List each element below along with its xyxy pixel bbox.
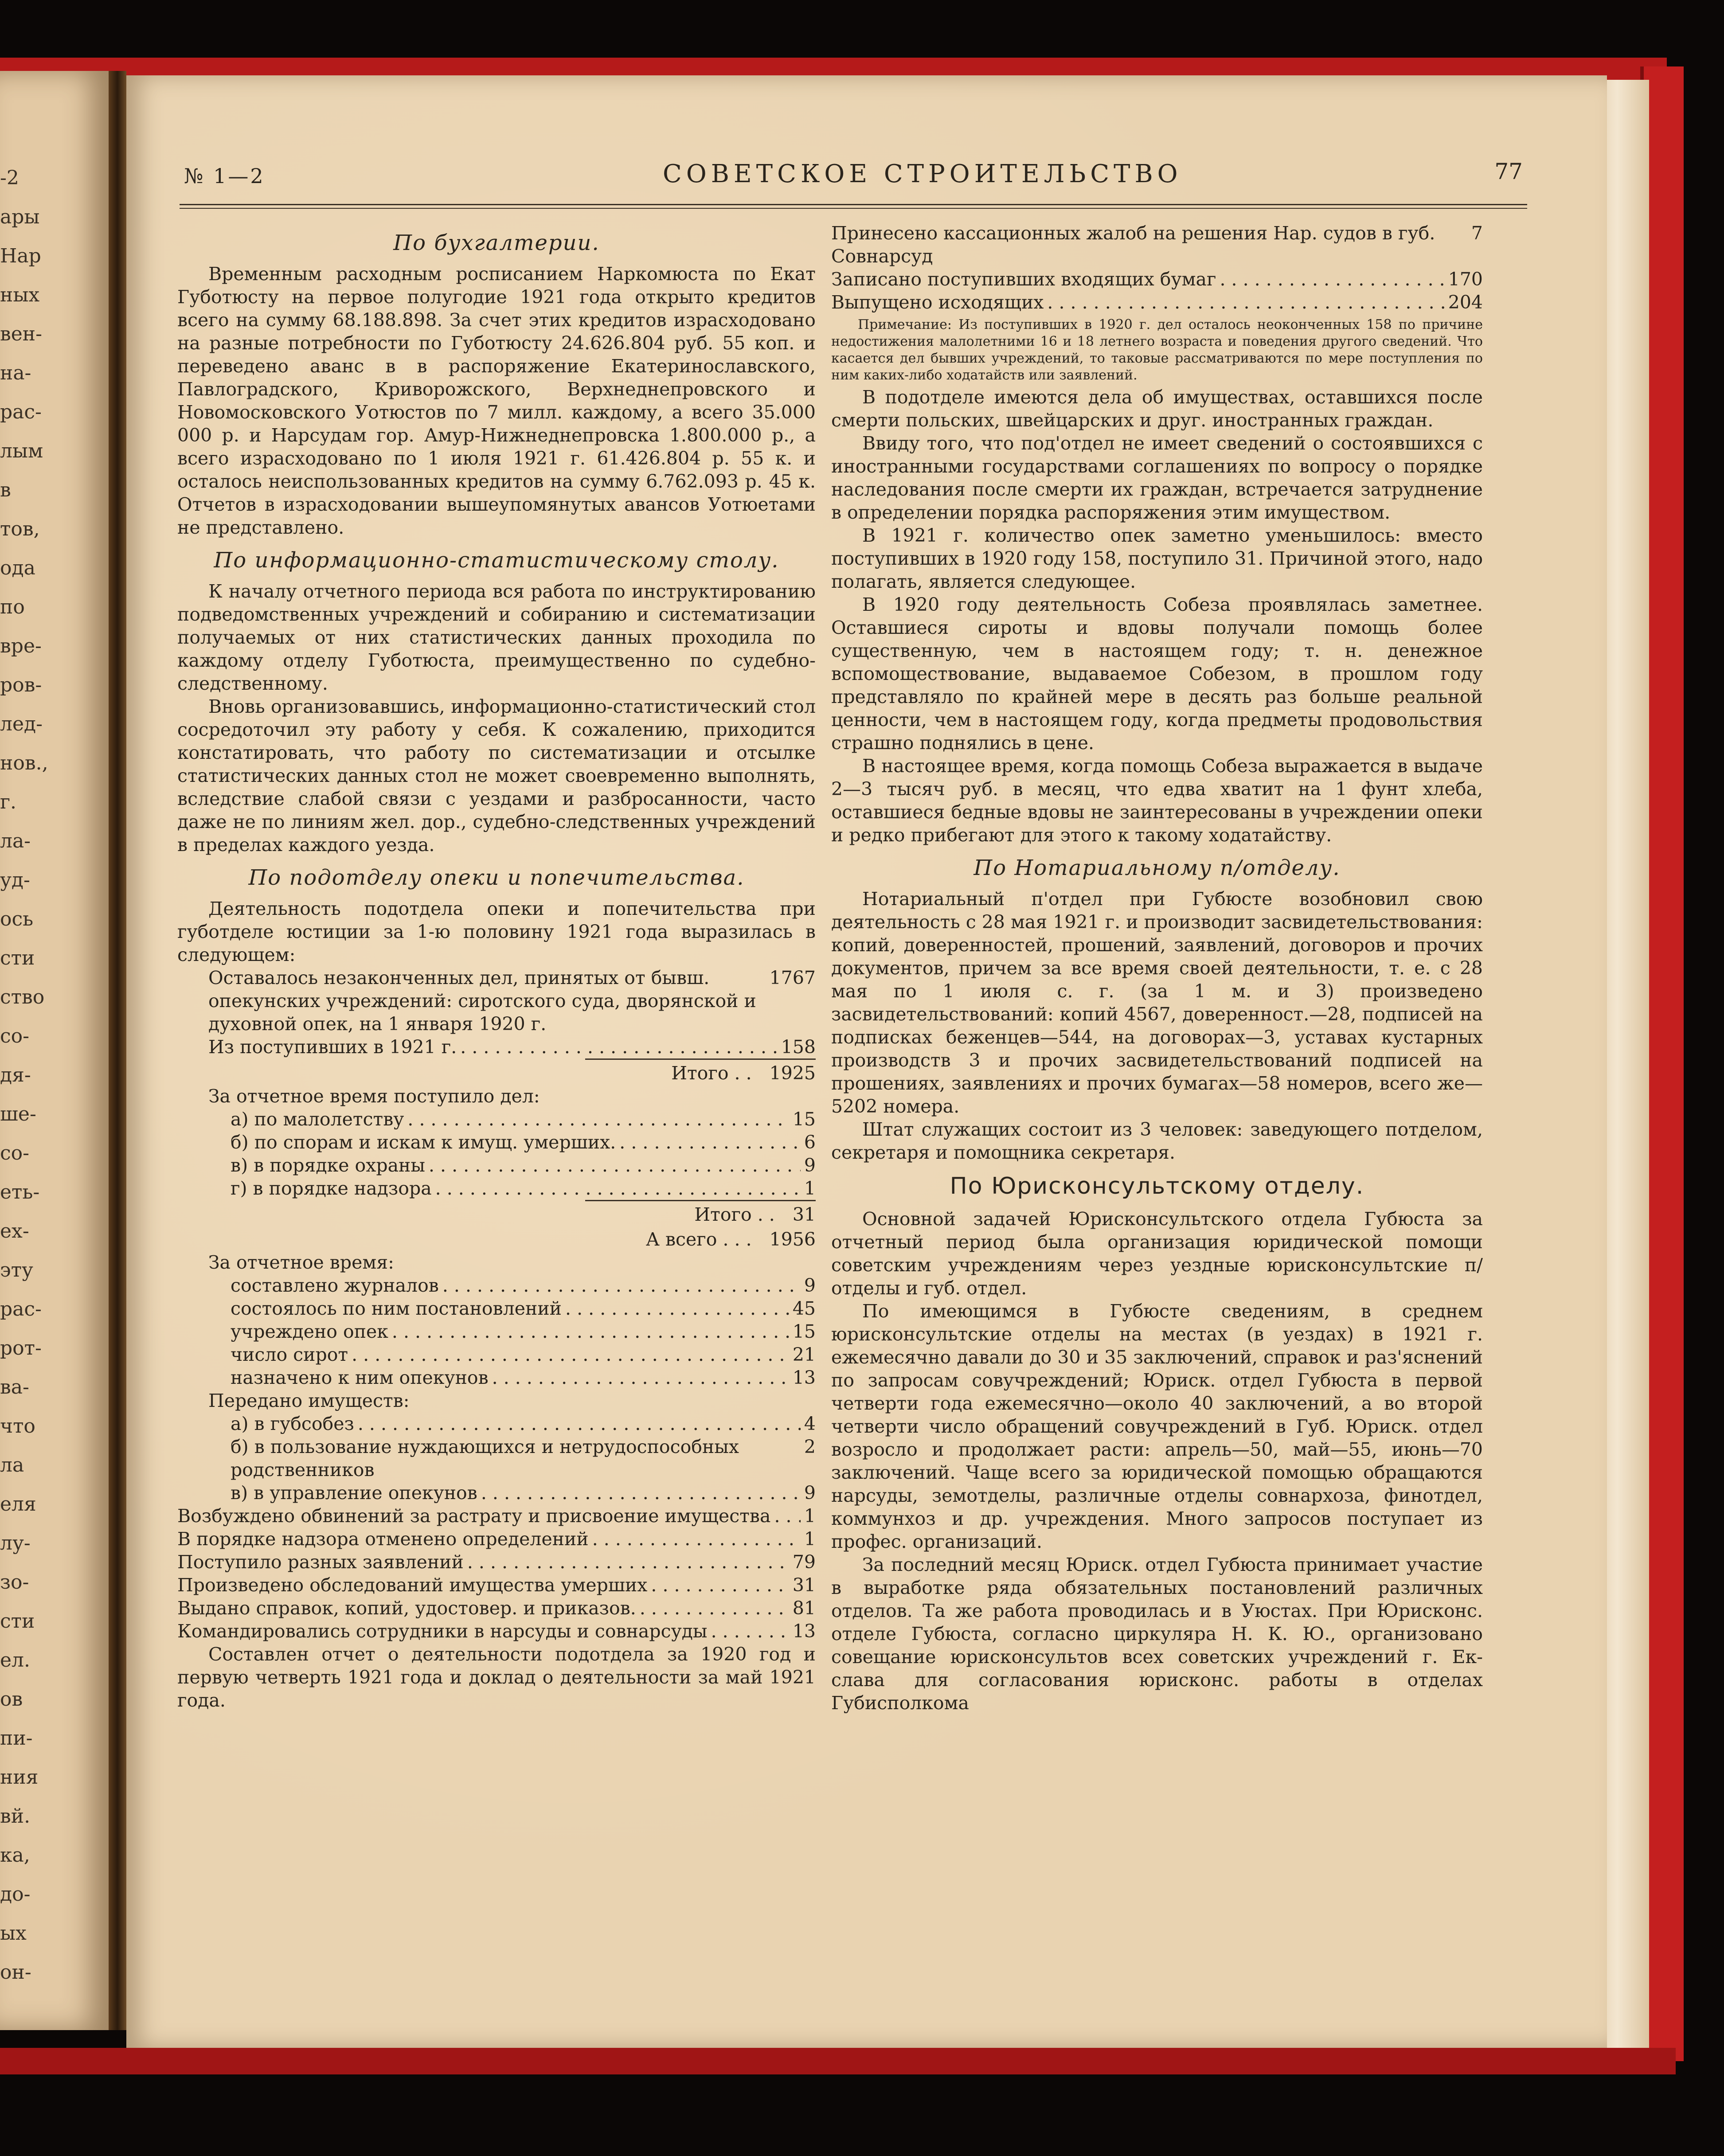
facing-page-text: он- xyxy=(0,1961,31,1984)
stat-value: 21 xyxy=(792,1344,816,1365)
total-label: А всего . . . xyxy=(645,1229,752,1250)
stat-row xyxy=(177,1154,816,1177)
facing-page-text: со- xyxy=(0,1025,29,1047)
stat-label: состоялось по ним постановлений xyxy=(231,1298,562,1319)
book-gutter xyxy=(109,71,126,2030)
stat-value: 15 xyxy=(792,1109,816,1130)
list-heading: Передано имуществ: xyxy=(208,1390,410,1411)
stat-value: 13 xyxy=(792,1621,816,1642)
section-heading: По Юрисконсультскому отделу. xyxy=(950,1173,1364,1199)
left-column xyxy=(177,222,816,1712)
stat-row xyxy=(177,1481,816,1504)
stat-label: Произведено обследований имущества умерших xyxy=(177,1574,648,1596)
facing-page-text: до- xyxy=(0,1883,31,1906)
facing-page-text: вен- xyxy=(0,323,43,345)
subtotal-row xyxy=(585,1058,816,1085)
right-column xyxy=(831,222,1483,1715)
stat-value: 1 xyxy=(804,1528,816,1550)
paragraph: Составлен отчет о деятельности подотдела за 1920 год и первую четверть 1921 года и доклад о деятельности за май 1921 года. xyxy=(177,1644,816,1711)
section-heading: По информационно-статистическому столу. xyxy=(214,548,779,573)
paragraph: Штат служащих состоит из 3 человек: заведующего потделом, секретаря и помощника секретаря. xyxy=(831,1119,1483,1163)
paragraph: По имеющимся в Губюсте сведениям, в среднем юрисконсультские отделы на местах (в уездах) в 1921 г. ежемесячно давали до 30 и 35 заключений, справок и раз'яснений по запросам совучреждений; Юриск. отдел Губюста в первой четверти года ежемесячно—около 40 заключений, а во второй четверти число обращений совучреждений в Губ. Юриск. отдел возросло и продолжает расти: апрель—50, май—55, июнь—70 заключений. Чаще всего за юридической помощью обращаются нарсуды, земотделы, различные отделы совнархоза, финотдел, коммунхоз и др. учреждения. Много запросов поступает из профес. организаций. xyxy=(831,1301,1483,1552)
facing-page-text: вй. xyxy=(0,1805,31,1828)
property-list xyxy=(177,1412,816,1504)
stat-label: Возбуждено обвинений за растрату и присвоение имущества xyxy=(177,1505,771,1527)
stat-value: 2 xyxy=(804,1436,816,1457)
facing-page-text: тов, xyxy=(0,518,40,540)
stat-row xyxy=(177,1108,816,1131)
stat-value: 204 xyxy=(1448,292,1483,313)
stat-label: б) по спорам и искам к имущ. умерших. xyxy=(231,1132,616,1153)
stat-row xyxy=(177,1177,816,1200)
facing-page-text: Нар xyxy=(0,245,41,267)
stat-value: 9 xyxy=(804,1155,816,1176)
facing-page-text: уд- xyxy=(0,869,30,891)
facing-page-text: пи- xyxy=(0,1727,33,1750)
stat-label: В порядке надзора отменено определений xyxy=(177,1528,589,1550)
stat-row xyxy=(177,1435,816,1481)
stat-value: 1 xyxy=(804,1505,816,1527)
issue-number: № 1—2 xyxy=(184,164,265,188)
stat-label: Поступило разных заявлений xyxy=(177,1551,464,1573)
stats-list xyxy=(831,222,1483,314)
paragraph: Нотариальный п'отдел при Губюсте возобновил свою деятельность с 28 мая 1921 г. и производит засвидетельствования: копий, доверенностей, прошений, заявлений, договоров и прочих документов, причем за все время своей деятельности, т. е. с 28 мая по 1 июля с. г. (за 1 м. и 3) произведено засвидетельствований: копий 4567, доверенност.—28, подписей на подписках беженцев—544, на договорах—3, уставах кустарных производств 3 и прочих засвидетельствований подписей на прошениях, заявлениях и прочих бумагах—58 номеров, всего же—5202 номера. xyxy=(831,888,1483,1117)
book-cover-bottom-edge xyxy=(0,2048,1676,2074)
section-heading: По бухгалтерии. xyxy=(393,230,600,255)
stat-row xyxy=(177,1366,816,1389)
stat-label: число сирот xyxy=(231,1344,348,1365)
paragraph: Деятельность подотдела опеки и попечительства при губотделе юстиции за 1-ю половину 1921 года выразилась в следующем: xyxy=(177,898,816,965)
stat-row xyxy=(177,1412,816,1435)
facing-page-text: лу- xyxy=(0,1532,31,1555)
stat-value: 79 xyxy=(792,1551,816,1573)
facing-page-text: ва- xyxy=(0,1376,29,1398)
stat-row xyxy=(177,1131,816,1154)
subtotal-label: Итого . . xyxy=(694,1204,775,1225)
subtotal-label: Итого . . xyxy=(671,1062,752,1084)
section-heading: По подотделу опеки и попечительства. xyxy=(248,865,745,890)
page-number: 77 xyxy=(1494,159,1523,184)
facing-page-text: нов., xyxy=(0,752,48,774)
stat-label: Записано поступивших входящих бумаг xyxy=(831,269,1216,290)
stat-row xyxy=(177,1574,816,1597)
paragraph: Вновь организовавшись, информационно-статистический стол сосредоточил эту работу у себя. К сожалению, приходится констатировать, что работу по систематизации и отсылке статистических данных стол не может своевременно выполнять, вследствие слабой связи с уездами и разбросанности, часто даже не по линиям жел. дор., судебно-следственных учреждений в пределах каждого уезда. xyxy=(177,696,816,855)
facing-page-text: лед- xyxy=(0,713,43,735)
facing-page-text: со- xyxy=(0,1142,29,1164)
facing-page-text: рот- xyxy=(0,1337,42,1359)
facing-page-text: ых xyxy=(0,1922,27,1945)
list-heading: За отчетное время поступило дел: xyxy=(208,1086,540,1107)
facing-page-text: ных xyxy=(0,284,40,306)
facing-page-text: ех- xyxy=(0,1220,29,1242)
stat-value: 4 xyxy=(804,1413,816,1434)
stat-value: 170 xyxy=(1448,269,1483,290)
stat-label: Принесено кассационных жалоб на решения Нар. судов в губ. Совнарсуд xyxy=(831,223,1435,267)
cases-list xyxy=(177,1108,816,1200)
stat-row xyxy=(177,1620,816,1643)
paragraph: В подотделе имеются дела об имуществах, оставшихся после смерти польских, швейцарских и друг. иностранных граждан. xyxy=(831,387,1483,431)
facing-page-text: на- xyxy=(0,362,31,384)
facing-page-text: ось xyxy=(0,908,34,930)
stat-row xyxy=(177,966,816,1035)
facing-page-text: ла xyxy=(0,1454,24,1476)
facing-page-text: ода xyxy=(0,557,35,579)
facing-page-text: ла- xyxy=(0,830,31,852)
facing-page-text: дя- xyxy=(0,1064,31,1086)
stat-label: в) в порядке охраны xyxy=(231,1155,425,1176)
section-heading: По Нотариальному п/отделу. xyxy=(973,855,1341,880)
list-heading: За отчетное время: xyxy=(208,1252,394,1273)
stat-row xyxy=(177,1551,816,1574)
stat-label: в) в управление опекунов xyxy=(231,1482,477,1504)
facing-page-text: ров- xyxy=(0,674,42,696)
facing-page-text: сти xyxy=(0,947,35,969)
stat-value: 31 xyxy=(792,1574,816,1596)
stat-row xyxy=(177,1297,816,1320)
paragraph: Ввиду того, что под'отдел не имеет сведений о состоявшихся с иностранными государствами соглашениях по вопросу о порядке наследования после смерти их граждан, встречается затруднение в определении порядка распоряжения этим имуществом. xyxy=(831,433,1483,523)
stat-value: 15 xyxy=(792,1321,816,1342)
paragraph: Временным расходным росписанием Наркомюста по Екат Губотюсту на первое полугодие 1921 года открыто кредитов всего на сумму 68.188.898. За счет этих кредитов израсходовано на разные потребности по Губотюсту 24.626.804 руб. 55 коп. и переведено аванс в в распоряжение Екатеринославского, Павлоградского, Криворожского, Верхнеднепровского и Новомосковского Уотюстов по 7 милл. каждому, а всего 35.000 000 р. и Нарсудам гор. Амур-Нижнеднепровска 1.800.000 р., а всего израсходовано по 1 июля 1921 г. 61.426.804 р. 55 к. и осталось неиспользованных кредитов на сумму 6.762.093 р. 45 к. Отчетов в израсходовании вышеупомянутых авансов Уотюетами не представлено. xyxy=(177,263,816,538)
stat-row xyxy=(177,1035,816,1058)
stat-row xyxy=(831,222,1483,268)
paragraph: В 1921 г. количество опек заметно уменьшилось: вместо поступивших в 1920 году 158, поступило 31. Причиной этого, надо полагать, является следующее. xyxy=(831,525,1483,592)
stat-label: составлено журналов xyxy=(231,1275,439,1296)
stat-row xyxy=(177,1597,816,1620)
facing-page-text: ка, xyxy=(0,1844,30,1867)
facing-page-text: -2 xyxy=(0,167,19,189)
stat-value: 158 xyxy=(781,1036,816,1058)
header-rule xyxy=(180,204,1527,209)
facing-page-text: еля xyxy=(0,1493,36,1515)
facing-page-text: что xyxy=(0,1415,35,1437)
stat-label: Выдано справок, копий, удостовер. и приказов. xyxy=(177,1597,636,1619)
stat-value: 9 xyxy=(804,1482,816,1504)
stat-value: 45 xyxy=(792,1298,816,1319)
paragraph: За последний месяц Юриск. отдел Губюста принимает участие в выработке ряда обязательных постановлений различных отделов. Та же работа проводилась и в Уюстах. При Юрисконс. отделе Губюста, согласно циркуляра Н. К. Ю., организовано совещание юрисконсультов всех советских учреждений г. Ек-слава для согласования юрисконс. работы в отделах Губисполкома xyxy=(831,1554,1483,1714)
stat-row xyxy=(177,1527,816,1551)
stat-label: а) в губсобез xyxy=(231,1413,354,1434)
stat-label: а) по малолетству xyxy=(231,1109,404,1130)
facing-page-text: рас- xyxy=(0,1298,42,1320)
stat-label: учреждено опек xyxy=(231,1321,388,1342)
facing-page-text: лым xyxy=(0,440,43,462)
stat-row xyxy=(831,291,1483,314)
facing-page-text: в xyxy=(0,479,11,501)
journal-page xyxy=(126,75,1607,2048)
paragraph: В настоящее время, когда помощь Собеза выражается в выдаче 2—3 тысяч руб. в месяц, что едва хватит на 1 фунт хлеба, оставшиеся бедные вдовы не заинтересованы в учреждении опеки и редко прибегают для этого к такому ходатайству. xyxy=(831,755,1483,846)
total-row xyxy=(585,1226,816,1251)
stat-label: Оставалось незаконченных дел, принятых от бывш. опекунских учреждений: сиротского суда, дворянской и духовной опек, на 1 января 1920 г. xyxy=(208,967,756,1035)
stat-label: г) в порядке надзора xyxy=(231,1178,432,1199)
subtotal-value: 31 xyxy=(792,1204,816,1225)
stat-row xyxy=(177,1504,816,1527)
stats-list xyxy=(177,1274,816,1389)
stat-row xyxy=(177,1343,816,1366)
stat-row xyxy=(177,1274,816,1297)
stat-value: 81 xyxy=(792,1597,816,1619)
footnote: Примечание: Из поступивших в 1920 г. дел осталось неоконченных 158 по причине недостижения малолетними 16 и 18 летнего возраста и поведения другого сведений. Что касается дел бывших учреждений, то таковые рассматриваются по мере поступления по ним каких-либо ходатайств или заявлений. xyxy=(831,317,1483,383)
stat-row xyxy=(831,268,1483,291)
facing-page-text: зо- xyxy=(0,1571,29,1594)
facing-page-text: эту xyxy=(0,1259,33,1281)
facing-page-text: ел. xyxy=(0,1649,30,1672)
subtotal-row xyxy=(585,1200,816,1226)
paragraph: К началу отчетного периода вся работа по инструктированию подведомственных учреждений и собиранию и систематизации получаемых от них статистических данных проходила по каждому отделу Губотюста, преимущественно по судебно-следственному. xyxy=(177,581,816,694)
facing-page-text: рас- xyxy=(0,401,42,423)
facing-page-text: ше- xyxy=(0,1103,36,1125)
running-header xyxy=(184,159,1523,199)
subtotal-value: 1925 xyxy=(769,1062,816,1084)
facing-page-text: г. xyxy=(0,791,17,813)
stat-value: 1 xyxy=(804,1178,816,1199)
facing-page-text: ары xyxy=(0,206,40,228)
facing-page-text: сти xyxy=(0,1610,35,1633)
stat-value: 6 xyxy=(804,1132,816,1153)
stat-value: 9 xyxy=(804,1275,816,1296)
facing-page-fragment xyxy=(0,71,109,2030)
stat-label: Выпущено исходящих xyxy=(831,292,1044,313)
facing-page-text: ния xyxy=(0,1766,39,1789)
stat-row xyxy=(177,1320,816,1343)
stat-value: 1767 xyxy=(769,967,816,988)
stat-value: 13 xyxy=(792,1367,816,1388)
stat-label: Из поступивших в 1921 г. xyxy=(208,1036,457,1058)
facing-page-text: ов xyxy=(0,1688,23,1711)
paragraph: Основной задачей Юрисконсультского отдела Губюста за отчетный период была организация юридической помощи советским учреждениям через уездные юрисконсультские п/отделы и губ. отдел. xyxy=(831,1208,1483,1299)
stat-value: 7 xyxy=(1471,223,1483,244)
facing-page-text: вре- xyxy=(0,635,42,657)
stat-label: б) в пользование нуждающихся и нетрудоспособных родственников xyxy=(231,1436,739,1480)
total-value: 1956 xyxy=(769,1229,816,1250)
facing-page-text: еть- xyxy=(0,1181,40,1203)
misc-list xyxy=(177,1504,816,1643)
facing-page-text: ство xyxy=(0,986,45,1008)
paragraph: В 1920 году деятельность Собеза проявлялась заметнее. Оставшиеся сироты и вдовы получали помощь более существенную, чем в настоящем году; т. н. денежное вспомоществование, выдаваемое Собезом, в прошлом году представляло по крайней мере в десять раз больше реальной ценности, чем в настоящем году, когда предметы продовольствия страшно поднялись в цене. xyxy=(831,594,1483,754)
stat-label: назначено к ним опекунов xyxy=(231,1367,489,1388)
journal-title: СОВЕТСКОЕ СТРОИТЕЛЬСТВО xyxy=(663,160,1182,188)
facing-page-text: по xyxy=(0,596,25,618)
stat-label: Командировались сотрудники в нарсуды и совнарсуды xyxy=(177,1621,708,1642)
